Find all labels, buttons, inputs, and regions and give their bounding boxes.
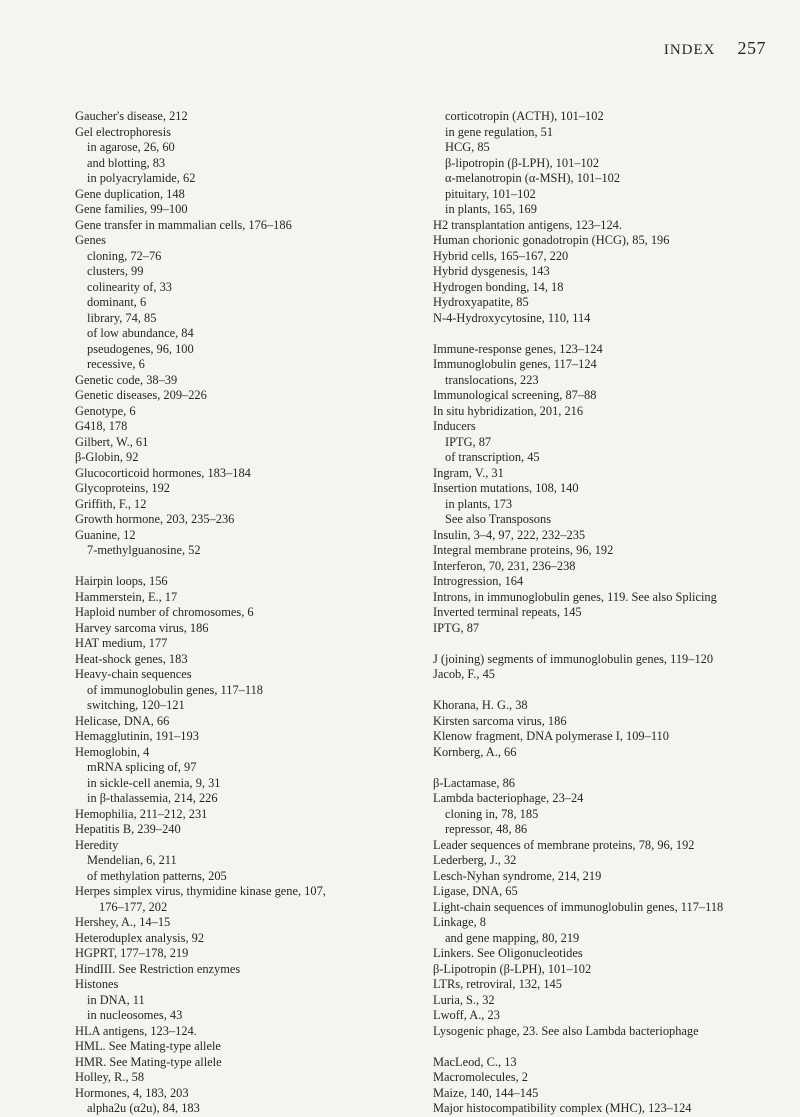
index-subentry: IPTG, 87 (445, 434, 492, 449)
index-subentry: 7-methylguanosine, 52 (87, 543, 201, 557)
index-subentry: cloning, 72–76 (87, 248, 162, 263)
index-entry: Hydroxyapatite, 85 (433, 295, 529, 309)
index-entry: Heredity (75, 837, 119, 852)
index-subentry: corticotropin (ACTH), 101–102 (445, 109, 604, 123)
index-entry: HMR. See Mating-type allele (75, 1054, 222, 1069)
index-entry: Lesch-Nyhan syndrome, 214, 219 (433, 868, 602, 883)
index-subentry: in DNA, 11 (87, 992, 145, 1007)
index-entry: Genetic diseases, 209–226 (75, 388, 207, 402)
index-subentry: of transcription, 45 (445, 450, 540, 464)
index-subentry: in sickle-cell anemia, 9, 31 (87, 775, 221, 790)
index-subentry: β-lipotropin (β-LPH), 101–102 (445, 155, 600, 170)
index-entry: Hybrid cells, 165–167, 220 (433, 248, 569, 263)
index-entry: HGPRT, 177–178, 219 (75, 946, 189, 960)
index-subentry: pituitary, 101–102 (445, 186, 536, 201)
index-subentry: colinearity of, 33 (87, 279, 172, 294)
section-gap (433, 760, 778, 776)
index-entry: Griffith, F., 12 (75, 496, 147, 511)
index-entry: Hepatitis B, 239–240 (75, 822, 181, 836)
index-subentry: in agarose, 26, 60 (87, 140, 175, 154)
section-gap (433, 1039, 778, 1055)
index-subentry: and gene mapping, 80, 219 (445, 930, 580, 945)
index-entry: Genes (75, 233, 106, 247)
index-subentry: and blotting, 83 (87, 155, 166, 170)
index-entry: G418, 178 (75, 419, 128, 433)
index-entry: Insertion mutations, 108, 140 (433, 481, 579, 495)
index-entry: Inducers (433, 419, 476, 433)
index-subentry: switching, 120–121 (87, 698, 185, 712)
index-subentry: of low abundance, 84 (87, 326, 194, 340)
index-entry: Khorana, H. G., 38 (433, 698, 528, 712)
index-entry: Hydrogen bonding, 14, 18 (433, 279, 564, 294)
index-subentry: of immunoglobulin genes, 117–118 (87, 682, 263, 697)
index-entry: Growth hormone, 203, 235–236 (75, 512, 235, 526)
index-entry: Kirsten sarcoma virus, 186 (433, 713, 567, 728)
index-entry: Interferon, 70, 231, 236–238 (433, 558, 576, 573)
index-entry: β-Globin, 92 (75, 450, 139, 464)
index-entry: Helicase, DNA, 66 (75, 713, 170, 728)
index-subentry: See also Transposons (445, 512, 552, 526)
index-entry: Hemoglobin, 4 (75, 744, 150, 759)
index-entry: Hemophilia, 211–212, 231 (75, 806, 208, 821)
index-entry: HML. See Mating-type allele (75, 1039, 221, 1053)
index-subentry: repressor, 48, 86 (445, 822, 528, 836)
index-entry: HLA antigens, 123–124. (75, 1023, 197, 1038)
index-entry: Gene duplication, 148 (75, 186, 185, 201)
index-subentry: recessive, 6 (87, 357, 145, 371)
index-entry: Heteroduplex analysis, 92 (75, 930, 205, 945)
index-entry: β-Lipotropin (β-LPH), 101–102 (433, 961, 592, 976)
index-entry: Hormones, 4, 183, 203 (75, 1085, 189, 1100)
index-entry: Harvey sarcoma virus, 186 (75, 620, 209, 635)
index-entry: IPTG, 87 (433, 620, 480, 635)
index-subentry: dominant, 6 (87, 295, 147, 309)
page-number: 257 (737, 38, 766, 58)
index-entry: Ligase, DNA, 65 (433, 884, 518, 898)
index-entry: Maize, 140, 144–145 (433, 1085, 539, 1100)
index-entry: Introgression, 164 (433, 574, 524, 588)
index-entry: Herpes simplex virus, thymidine kinase gene, 107, (75, 884, 326, 898)
index-entry: Genotype, 6 (75, 403, 136, 418)
index-entry: Luria, S., 32 (433, 992, 495, 1007)
index-entry: Leader sequences of membrane proteins, 78, 96, 192 (433, 837, 695, 852)
index-entry: Integral membrane proteins, 96, 192 (433, 543, 614, 557)
index-entry: Guanine, 12 (75, 527, 136, 542)
index-entry: Macromolecules, 2 (433, 1070, 528, 1084)
index-entry: Glucocorticoid hormones, 183–184 (75, 465, 251, 480)
index-entry: Lederberg, J., 32 (433, 853, 517, 867)
index-subentry: Mendelian, 6, 211 (87, 853, 177, 867)
index-entry: Haploid number of chromosomes, 6 (75, 605, 254, 619)
index-entry: Gene families, 99–100 (75, 202, 188, 216)
section-gap (433, 683, 778, 699)
index-subentry: clusters, 99 (87, 264, 144, 278)
index-entry: Introns, in immunoglobulin genes, 119. See also Splicing (433, 589, 717, 604)
index-entry: Hershey, A., 14–15 (75, 915, 171, 929)
index-entry: Lambda bacteriophage, 23–24 (433, 791, 584, 805)
index-entry: Klenow fragment, DNA polymerase I, 109–110 (433, 729, 669, 743)
index-entry: Glycoproteins, 192 (75, 481, 170, 495)
index-subentry: of methylation patterns, 205 (87, 868, 227, 883)
index-entry: N-4-Hydroxycytosine, 110, 114 (433, 310, 591, 325)
index-entry: Histones (75, 977, 119, 991)
index-subentry: translocations, 223 (445, 372, 539, 387)
index-entry: Gene transfer in mammalian cells, 176–186 (75, 217, 292, 232)
index-entry: Inverted terminal repeats, 145 (433, 605, 582, 619)
index-entry: Hairpin loops, 156 (75, 574, 168, 588)
index-subentry: library, 74, 85 (87, 310, 157, 325)
section-gap (433, 326, 778, 342)
index-entry: J (joining) segments of immunoglobulin genes, 119–120 (433, 651, 714, 666)
index-entry: Holley, R., 58 (75, 1070, 145, 1084)
index-entry: Immune-response genes, 123–124 (433, 341, 603, 356)
index-entry: Heat-shock genes, 183 (75, 651, 188, 666)
index-entry: Jacob, F., 45 (433, 667, 495, 681)
index-entry: β-Lactamase, 86 (433, 775, 515, 790)
index-subentry: pseudogenes, 96, 100 (87, 341, 194, 356)
index-subentry: in polyacrylamide, 62 (87, 171, 196, 185)
index-column-left (75, 109, 420, 1117)
index-subentry: HCG, 85 (445, 140, 490, 154)
index-entry: Lysogenic phage, 23. See also Lambda bacteriophage (433, 1023, 699, 1038)
page-header (664, 38, 766, 59)
index-subentry: in plants, 165, 169 (445, 202, 537, 216)
index-entry: Gaucher's disease, 212 (75, 109, 188, 123)
index-entry: Heavy-chain sequences (75, 667, 192, 681)
index-entry: Hammerstein, E., 17 (75, 589, 178, 604)
index-subentry: in nucleosomes, 43 (87, 1008, 183, 1022)
index-entry: H2 transplantation antigens, 123–124. (433, 217, 622, 232)
index-entry: Lwoff, A., 23 (433, 1008, 500, 1022)
index-subentry: alpha2u (α2u), 84, 183 (87, 1101, 200, 1115)
index-entry: Immunological screening, 87–88 (433, 388, 597, 402)
section-gap (433, 636, 778, 652)
index-entry: Light-chain sequences of immunoglobulin genes, 117–118 (433, 899, 724, 914)
section-gap (75, 559, 420, 575)
index-entry: Gel electrophoresis (75, 124, 171, 139)
index-entry: MacLeod, C., 13 (433, 1054, 517, 1069)
index-entry: HAT medium, 177 (75, 636, 168, 650)
index-subentry: α-melanotropin (α-MSH), 101–102 (445, 171, 621, 185)
index-entry: Hemagglutinin, 191–193 (75, 729, 199, 743)
index-entry: Hybrid dysgenesis, 143 (433, 264, 550, 278)
index-subentry: in plants, 173 (445, 496, 513, 511)
index-entry: Gilbert, W., 61 (75, 434, 149, 449)
index-entry: Linkage, 8 (433, 915, 486, 929)
index-column-right (433, 109, 778, 1117)
index-subentry: in gene regulation, 51 (445, 124, 554, 139)
index-entry: LTRs, retroviral, 132, 145 (433, 977, 562, 991)
index-subentry: mRNA splicing of, 97 (87, 760, 197, 774)
index-entry: Kornberg, A., 66 (433, 744, 517, 759)
index-entry: Immunoglobulin genes, 117–124 (433, 357, 597, 371)
index-entry: Major histocompatibility complex (MHC), 123–124 (433, 1101, 692, 1115)
index-subentry: 176–177, 202 (99, 899, 168, 914)
index-subentry: in β-thalassemia, 214, 226 (87, 791, 218, 805)
running-title: INDEX (663, 42, 716, 58)
index-entry: In situ hybridization, 201, 216 (433, 403, 584, 418)
index-entry: Insulin, 3–4, 97, 222, 232–235 (433, 527, 586, 542)
index-entry: Linkers. See Oligonucleotides (433, 946, 583, 960)
index-subentry: cloning in, 78, 185 (445, 806, 539, 821)
index-entry: Human chorionic gonadotropin (HCG), 85, 196 (433, 233, 670, 247)
index-entry: Genetic code, 38–39 (75, 372, 178, 387)
index-entry: HindIII. See Restriction enzymes (75, 961, 241, 976)
index-entry: Ingram, V., 31 (433, 465, 504, 480)
